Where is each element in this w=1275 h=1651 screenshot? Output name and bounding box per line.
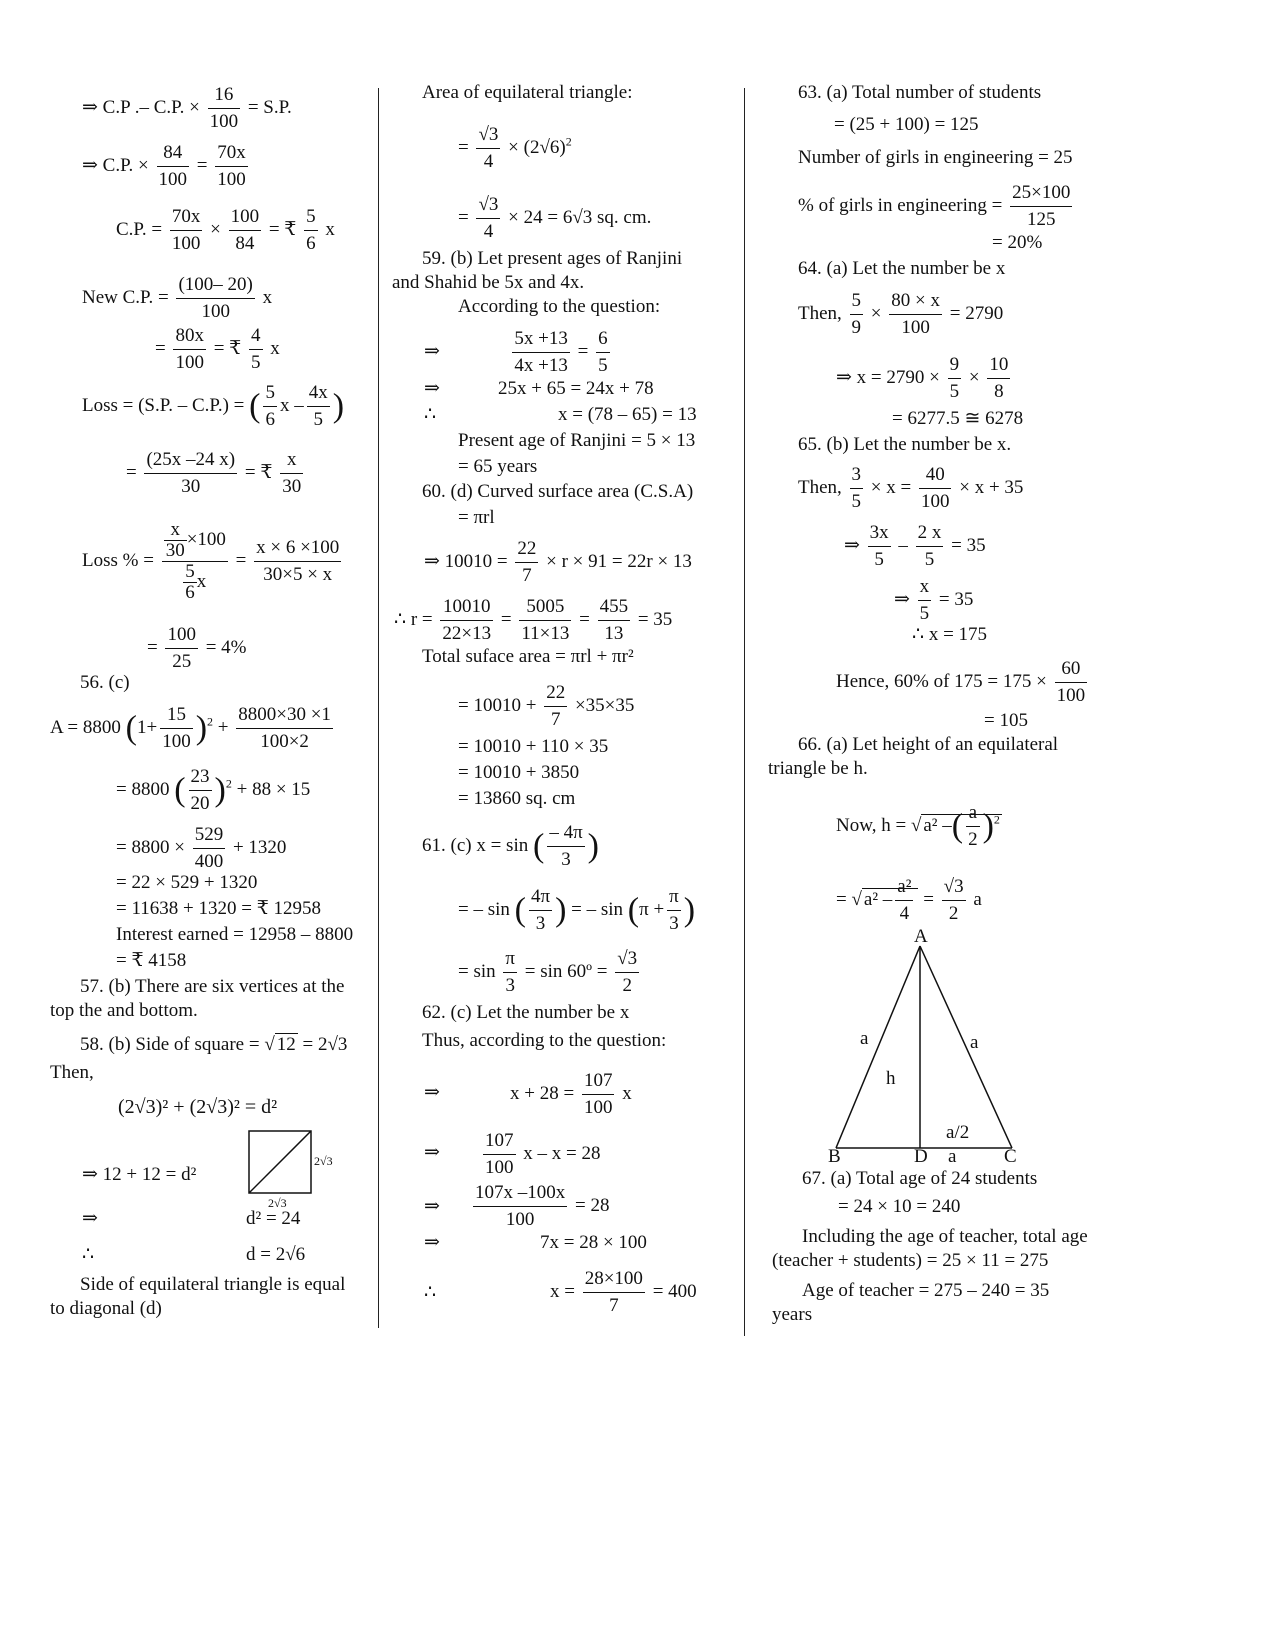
triangle-side-ab (836, 946, 920, 1148)
q63-result: = 20% (992, 232, 1043, 253)
q64-result: = 6277.5 ≅ 6278 (892, 408, 1024, 429)
triangle-side-ac (920, 946, 1012, 1148)
q65-eq-2: ⇒ $\frac{3x}{5}$ – $\frac{2 x}{5}$ = 35 (844, 522, 986, 570)
q65-eq-1: Then, $\frac{3}{5}$ × x = $\frac{40}{100}$ × x + 35 (798, 464, 1024, 512)
age-result-1: Present age of Ranjini = 5 × 13 (458, 430, 696, 451)
square-diagram (248, 1130, 314, 1196)
num-eq-3: $\frac{107x -100x}{100}$ = 28 (475, 1182, 610, 1230)
q60-line-2: = πrl (458, 507, 495, 528)
diag-eq-4: d = 2√6 (246, 1244, 306, 1265)
triangle-label-c: C (1004, 1146, 1017, 1167)
column-divider-1 (378, 88, 379, 1328)
tsa-eq-3: = 10010 + 3850 (458, 762, 580, 783)
q56-label: 56. (c) (80, 672, 130, 693)
triangle-diagram (830, 940, 1020, 1152)
q63-line-1: 63. (a) Total number of students (798, 82, 1042, 103)
q57-line-1: 57. (b) There are six vertices at the (80, 976, 345, 997)
q58-text-2: to diagonal (d) (50, 1298, 162, 1319)
diag-eq-2: ⇒ 12 + 12 = d² (82, 1164, 197, 1185)
num-eq-2: $\frac{107}{100}$ x – x = 28 (485, 1130, 601, 1178)
q65-eq-5: Hence, 60% of 175 = 175 × $\frac{60}{100}$ (836, 658, 1086, 706)
q67-line-6: years (772, 1304, 813, 1325)
triangle-half-label: a/2 (946, 1122, 970, 1143)
interest-result: = ₹ 4158 (116, 950, 187, 971)
triangle-label-d: D (914, 1146, 928, 1167)
q59-line-2: and Shahid be 5x and 4x. (392, 272, 585, 293)
q63-line-2: = (25 + 100) = 125 (834, 114, 979, 135)
age-result-2: = 65 years (458, 456, 538, 477)
q58-then: Then, (50, 1062, 94, 1083)
loss-line-2: = $\frac{(25x -24 x)}{30}$ = ₹ $\frac{x}{30}$ (126, 449, 302, 497)
age-eq-2-symbol: ⇒ (424, 378, 440, 399)
num-eq-5-symbol: ∴ (424, 1282, 437, 1303)
q64-eq-2: ⇒ x = 2790 × $\frac{9}{5}$ × $\frac{10}{8}$ (836, 354, 1009, 402)
q67-line-4: (teacher + students) = 25 × 11 = 275 (772, 1250, 1049, 1271)
sin-eq-2: = sin $\frac{\pi}{3}$ = sin 60º = $\frac{√3}{2}$ (458, 948, 638, 996)
q65-eq-4: ∴ x = 175 (912, 624, 988, 645)
q65-line: 65. (b) Let the number be x. (798, 434, 1012, 455)
diag-eq-3-symbol: ⇒ (82, 1208, 98, 1229)
height-eq-2: = √ a² – $\frac{\text{a²}}{4}$ = $\frac{√3}{2}$ a (836, 876, 982, 924)
interest-line: Interest earned = 12958 – 8800 (116, 924, 354, 945)
num-eq-1: x + 28 = $\frac{107}{100}$ x (510, 1070, 632, 1118)
sin-eq-1: = – sin ( $\frac{4\pi}{3}$ ) = – sin (π + $\frac{\pi}{3}$ ) (458, 886, 696, 934)
q64-eq-1: Then, $\frac{5}{9}$ × $\frac{80 \times x}{100}$ = 2790 (798, 290, 1004, 338)
q67-line-2: = 24 × 10 = 240 (838, 1196, 961, 1217)
cp-line-2: ⇒ C.P. × $\frac{84}{100}$ = $\frac{70x}{100}$ (82, 142, 246, 190)
loss-percent-line: Loss % = $\frac{x}{30}$ ×100 $\frac{5}{6}$ x = $\frac{x \times 6 \times 100}{30\times 5 \times x}$ (82, 519, 340, 603)
height-eq-1: Now, h = √ a² –( $\frac{a}{2}$ )$^2$ (836, 802, 1000, 850)
amount-line-2: = 8800 ( $\frac{23}{20}$ )$^2$ + 88 × 15 (116, 766, 311, 814)
num-eq-1-symbol: ⇒ (424, 1082, 440, 1103)
q57-line-2: top the and bottom. (50, 1000, 198, 1021)
loss-line: Loss = (S.P. – C.P.) = ( $\frac{5}{6}$ x – $\frac{4x}{5}$ ) (82, 382, 345, 430)
num-eq-4-symbol: ⇒ (424, 1232, 440, 1253)
q58-line: 58. (b) Side of square = √ 12 = 2√3 (80, 1034, 348, 1055)
square-diagonal (249, 1131, 311, 1193)
triangle-height-label: h (886, 1068, 896, 1089)
amount-line-4: = 22 × 529 + 1320 (116, 872, 258, 893)
new-cp-line-2: = $\frac{80x}{100}$ = ₹ $\frac{4}{5}$ x (155, 325, 280, 373)
q65-result: = 105 (984, 710, 1028, 731)
q59-line-1: 59. (b) Let present ages of Ranjini (422, 248, 683, 269)
age-eq-1: ⇒ $\frac{5x +13}{4x +13}$ = $\frac{6}{5}$ (424, 328, 608, 376)
diag-eq-1: (2√3)² + (2√3)² = d² (118, 1096, 278, 1118)
radius-eq: ∴ r = $\frac{10010}{22\times 13}$ = $\frac{5005}{11\times 13}$ = $\frac{455}{13}$ = 35 (394, 596, 673, 644)
square-side-label-bottom: 2√3 (268, 1196, 287, 1210)
triangle-label-a: A (914, 926, 928, 947)
amount-line-3: = 8800 × $\frac{529}{400}$ + 1320 (116, 824, 287, 872)
num-eq-3-symbol: ⇒ (424, 1196, 440, 1217)
age-eq-3-symbol: ∴ (424, 404, 437, 425)
q63-line-3: Number of girls in engineering = 25 (798, 147, 1073, 168)
age-eq-2: 25x + 65 = 24x + 78 (498, 378, 654, 399)
diag-eq-4-symbol: ∴ (82, 1244, 95, 1265)
num-eq-2-symbol: ⇒ (424, 1142, 440, 1163)
triangle-side-left-label: a (860, 1028, 869, 1049)
area-eq-1: = $\frac{√3}{4}$ × $(2√6)^2$ (458, 124, 572, 172)
q59-line-3: According to the question: (458, 296, 661, 317)
area-eq-2: = $\frac{√3}{4}$ × 24 = 6√3 sq. cm. (458, 194, 652, 242)
q62-line-1: 62. (c) Let the number be x (422, 1002, 630, 1023)
tsa-eq-2: = 10010 + 110 × 35 (458, 736, 609, 757)
amount-line-5: = 11638 + 1320 = ₹ 12958 (116, 898, 322, 919)
column-divider-2 (744, 88, 745, 1336)
q65-eq-3: ⇒ $\frac{x}{5}$ = 35 (894, 576, 974, 624)
cp-line-1: ⇒ C.P .– C.P. × $\frac{16}{100}$ = S.P. (82, 82, 292, 135)
num-eq-4: 7x = 28 × 100 (540, 1232, 647, 1253)
q58-text-1: Side of equilateral triangle is equal (80, 1274, 346, 1295)
tsa-heading: Total suface area = πrl + πr² (422, 646, 634, 667)
q66-line-2: triangle be h. (768, 758, 868, 779)
q61-line: 61. (c) x = sin ( $\frac{- 4\pi}{3}$ ) (422, 822, 599, 870)
q66-line-1: 66. (a) Let height of an equilateral (798, 734, 1059, 755)
tsa-eq-1: = 10010 + $\frac{22}{7}$ ×35×35 (458, 682, 635, 730)
cp-line-3: C.P. = $\frac{70x}{100}$ × $\frac{100}{84}$ = ₹ $\frac{5}{6}$ x (116, 206, 335, 254)
q64-line: 64. (a) Let the number be x (798, 258, 1006, 279)
q60-line-1: 60. (d) Curved surface area (C.S.A) (422, 481, 694, 502)
tsa-eq-4: = 13860 sq. cm (458, 788, 576, 809)
triangle-side-right-label: a (970, 1032, 979, 1053)
q67-line-3: Including the age of teacher, total age (802, 1226, 1088, 1247)
q63-line-4: % of girls in engineering = $\frac{25\times 100}{125}$ (798, 182, 1071, 230)
csa-eq-1: ⇒ 10010 = $\frac{22}{7}$ × r × 91 = 22r × 13 (424, 538, 692, 586)
area-heading: Area of equilateral triangle: (422, 82, 633, 103)
new-cp-line: New C.P. = $\frac{(100- 20)}{100}$ x (82, 274, 273, 322)
triangle-label-b: B (828, 1146, 841, 1167)
age-eq-3: x = (78 – 65) = 13 (558, 404, 697, 425)
num-eq-5: x = $\frac{28\times 100}{7}$ = 400 (550, 1268, 697, 1316)
q67-line-1: 67. (a) Total age of 24 students (802, 1168, 1038, 1189)
loss-percent-result: = $\frac{100}{25}$ = 4% (147, 624, 247, 672)
amount-line-1: A = 8800 (1+ $\frac{15}{100}$ )$^2$ + $\frac{8800\times 30 \times 1}{100\times 2}$ (50, 704, 331, 752)
q67-line-5: Age of teacher = 275 – 240 = 35 (802, 1280, 1050, 1301)
triangle-base-label: a (948, 1146, 957, 1167)
diag-eq-3: d² = 24 (246, 1208, 301, 1229)
square-side-label-right: 2√3 (314, 1154, 333, 1168)
fraction: $\frac{16}{100}$ (209, 84, 239, 132)
q62-line-2: Thus, according to the question: (422, 1030, 667, 1051)
